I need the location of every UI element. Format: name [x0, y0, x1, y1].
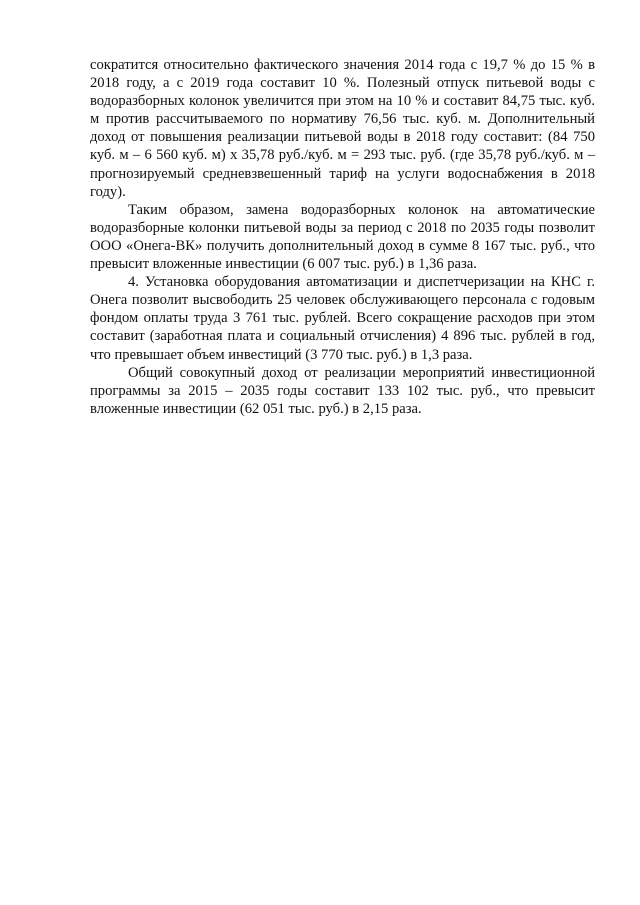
paragraph-hydrant-replacement-summary: Таким образом, замена водоразборных колонок на автоматические водоразборные колонки питьевой воды за период с 2018 по 2035 годы позволит ООО «Онега-ВК» получить дополнительный доход в сумме 8 167 тыс. руб., что превысит вложенные инвестиции (6 007 тыс. руб.) в 1,36 раза. [90, 201, 595, 273]
document-body [90, 56, 595, 418]
paragraph-kns-automation: 4. Установка оборудования автоматизации и диспетчеризации на КНС г. Онега позволит высвободить 25 человек обслуживающего персонала с годовым фондом оплаты труда 3 761 тыс. рублей. Всего сокращение расходов при этом составит (заработная плата и социальный отчисления) 4 896 тыс. рублей в год, что превышает объем инвестиций (3 770 тыс. руб.) в 1,3 раза. [90, 274, 595, 363]
paragraph-total-income: Общий совокупный доход от реализации мероприятий инвестиционной программы за 2015 – 2035 годы составит 133 102 тыс. руб., что превысит вложенные инвестиции (62 051 тыс. руб.) в 2,15 раза. [90, 364, 595, 417]
paragraph-water-supply-income: сократится относительно фактического значения 2014 года с 19,7 % до 15 % в 2018 году, а с 2019 года составит 10 %. Полезный отпуск питьевой воды с водоразборных колонок увеличится при этом на 10 % и составит 84,75 тыс. куб. м против рассчитываемого по нормативу 76,56 тыс. куб. м. Дополнительный доход от повышения реализации питьевой воды в 2018 году составит: (84 750 куб. м – 6 560 куб. м) х 35,78 руб./куб. м = 293 тыс. руб. (где 35,78 руб./куб. м – прогнозируемый средневзвешенный тариф на услуги водоснабжения в 2018 году). [90, 57, 595, 200]
